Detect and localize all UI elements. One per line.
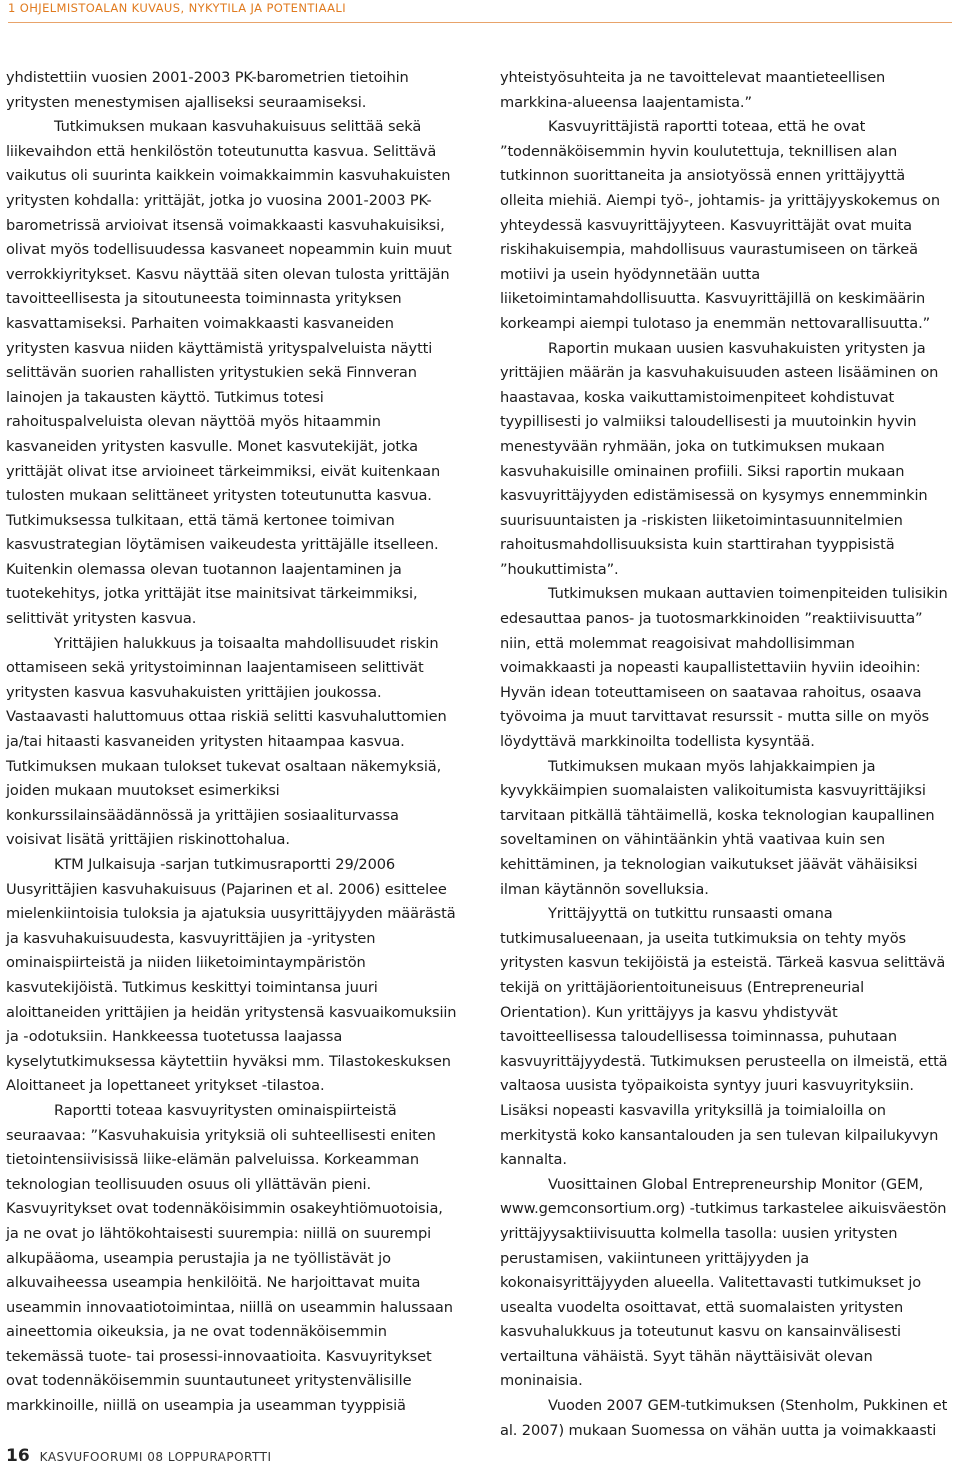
paragraph: Yrittäjyyttä on tutkittu runsaasti omana tutkimusalueenaan, ja useita tutkimuksia on tehty myös yritysten kasvun tekijöistä ja esteistä. Tärkeä kasvua selittävä tekijä on yrittäjäorientoituneisuus (Entrepreneurial Orientation). Kun yrittäjyys ja kasvu yhdistyvät tavoitteellisessa taloudellisessa toiminnassa, puhutaan kasvuyrittäjyydestä. Tutkimuksen perusteella on ilmeistä, että valtaosa uusista työpaikoista syntyy juuri kasvuyrityksiin. Lisäksi nopeasti kasvavilla yrityksillä ja toimialoilla on merkitystä koko kansantalouden ja sen tulevan kilpailukyvyn kannalta. bbox=[500, 905, 948, 1169]
section-title: 1 OHJELMISTOALAN KUVAUS, NYKYTILA JA POTENTIAALI bbox=[8, 1, 347, 15]
paragraph: Raportin mukaan uusien kasvuhakuisten yritysten ja yrittäjien määrän ja kasvuhakuisuuden asteen lisääminen on haastavaa, koska vaikuttamistoimenpiteet kohdistuvat tyypillisesti jo valmiiksi taloudellisesti ja muutoinkin hyvin menestyvään ryhmään, joka on tutkimuksen mukaan kasvuhakuisille ominainen profiili. Siksi raportin mukaan kasvuyrittäjyyden edistämisessä on kysymys ennemminkin suurisuuntaisten ja -riskisten liiketoimintasuunnitelmien rahoitusmahdollisuuksista kuin starttirahan tyyppisistä ”houkuttimista”. bbox=[500, 339, 939, 578]
paragraph: Tutkimuksen mukaan auttavien toimenpiteiden tulisikin edesauttaa panos- ja tuotosmarkkinoiden ”reaktiivisuutta” niin, että molemmat reagoisivat mahdollisimman voimakkaasti ja nopeasti kaupallistettaviin hyviin ideoihin: Hyvän idean toteuttamiseen on saatavaa rahoitus, osaava työvoima ja muut tarvittavat resurssit - mutta sille on myös löydyttävä markkinoilta todellista kysyntää. bbox=[500, 585, 948, 751]
paragraph: Tutkimuksen mukaan kasvuhakuisuus selittää sekä liikevaihdon että henkilöstön toteutunutta kasvua. Selittävä vaikutus oli suurinta kaikkein voimakkaimmin kasvuhakuisten yritysten kohdalla: yrittäjät, jotka jo vuosina 2001-2003 PK-barometrissä arvioivat itsensä voimakkaasti kasvuhakuisiksi, olivat myös todellisuudessa kasvaneet nopeammin kuin muut verrokkiyritykset. Kasvu näyttää siten olevan tulosta yrittäjän tavoitteellisesta ja sitoutuneesta toiminnasta yrityksen kasvattamiseksi. Parhaiten voimakkaasti kasvaneiden yritysten kasvua niiden käyttämistä yrityspalveluista näytti selittävän suorien rahallisten yritystukien sekä Finnveran lainojen ja takausten käyttö. Tutkimus totesi rahoituspalveluista olevan näyttöä myös hitaammin kasvaneiden yritysten kasvulle. Monet kasvutekijät, jotka yrittäjät olivat itse arvioineet tärkeimmiksi, eivät kuitenkaan tulosten mukaan selittäneet yritysten toteutunutta kasvua. Tutkimuksessa tulkitaan, että tämä kertonee toimivan kasvustrategian löytämisen vaikeudesta yrittäjälle itselleen. Kuitenkin olemassa olevan tuotannon laajentaminen ja tuotekehitys, jotka yrittäjät itse mainitsivat tärkeimmiksi, selittivät yritysten kasvua. bbox=[6, 118, 452, 628]
paragraph: yhteistyösuhteita ja ne tavoittelevat maantieteellisen markkina-alueensa laajentamista.” bbox=[500, 69, 886, 111]
paragraph: Vuoden 2007 GEM-tutkimuksen (Stenholm, Pukkinen et al. 2007) mukaan Suomessa on vähän uutta ja voimakkaasti bbox=[500, 1397, 948, 1439]
left-column bbox=[6, 66, 458, 1419]
paragraph: Raportti toteaa kasvuyritysten ominaispiirteistä seuraavaa: ”Kasvuhakuisia yrityksiä oli suhteellisesti eniten tietointensiivisissä liike-elämän palveluissa. Korkeamman teknologian teollisuuden osuus oli yllättävän pieni. Kasvuyritykset ovat todennäköisimmin osakeyhtiömuotoisia, ja ne ovat jo lähtökohtaisesti suurempia: niillä on suurempi alkupääoma, useampia perustajia ja ne työllistävät jo alkuvaiheessa useampia henkilöitä. Ne harjoittavat muita useammin innovaatiotoimintaa, niillä on useammin halussaan aineettomia oikeuksia, ja ne ovat todennäköisemmin tekemässä tuote- tai prosessi-innovaatioita. Kasvuyritykset ovat todennäköisemmin suuntautuneet yritystenvälisille markkinoille, niillä on useampia ja useamman tyyppisiä bbox=[6, 1101, 453, 1415]
paragraph: Vuosittainen Global Entrepreneurship Monitor (GEM, www.gemconsortium.org) -tutkimus tarkastelee aikuisväestön yrittäjyysaktiivisuutta kolmella tasolla: uusien yritysten perustamisen, vakiintuneen yrittäjyyden ja kokonaisyrittäjyyden alueella. Valitettavasti tutkimukset jo usealta vuodelta osoittavat, että suomalaisten yritysten kasvuhalukkuus ja toteutunut kasvu on kansainvälisesti vertailtuna vähäistä. Syyt tähän näyttäisivät olevan moninaisia. bbox=[500, 1175, 947, 1390]
right-column bbox=[500, 66, 952, 1443]
publication-title: KASVUFOORUMI 08 LOPPURAPORTTI bbox=[39, 1450, 272, 1464]
page-footer bbox=[6, 1446, 272, 1472]
page-number: 16 bbox=[6, 1446, 30, 1466]
running-header bbox=[8, 0, 952, 23]
paragraph: yhdistettiin vuosien 2001-2003 PK-barometrien tietoihin yritysten menestymisen ajalliseksi seuraamiseksi. bbox=[6, 69, 409, 111]
paragraph: Yrittäjien halukkuus ja toisaalta mahdollisuudet riskin ottamiseen sekä yritystoiminnan laajentamiseen selittivät yritysten kasvua kasvuhakuisten yrittäjien joukossa. Vastaavasti haluttomuus ottaa riskiä selitti kasvuhaluttomien ja/tai hitaasti kasvaneiden yritysten hitaampaa kasvua. Tutkimuksen mukaan tulokset tukevat osaltaan näkemyksiä, joiden mukaan muutokset esimerkiksi konkurssilainsäädännössä ja yrittäjien sosiaaliturvassa voisivat lisätä yrittäjien riskinottohalua. bbox=[6, 634, 447, 849]
paragraph: KTM Julkaisuja -sarjan tutkimusraportti 29/2006 Uusyrittäjien kasvuhakuisuus (Pajarinen et al. 2006) esittelee mielenkiintoisia tuloksia ja ajatuksia uusyrittäjyyden määrästä ja kasvuhakuisuudesta, kasvuyrittäjien ja -yritysten ominaispiirteistä ja niiden liiketoimintaympäristön kasvutekijöistä. Tutkimus keskittyi toimintansa juuri aloittaneiden yrittäjien ja heidän yritystensä kasvuaikomuksiin ja -odotuksiin. Hankkeessa tuotetussa laajassa kyselytutkimuksessa käytettiin hyväksi mm. Tilastokeskuksen Aloittaneet ja lopettaneet yritykset -tilastoa. bbox=[6, 856, 457, 1095]
paragraph: Kasvuyrittäjistä raportti toteaa, että he ovat ”todennäköisemmin hyvin koulutettuja, teknillisen alan tutkinnon suorittaneita ja ansiotyössä ennen yrittäjyyttä olleita miehiä. Aiempi työ-, johtamis- ja yrittäjyyskokemus on yhteydessä kasvuyrittäjyyteen. Kasvuyrittäjät ovat muita riskihakuisempia, mahdollisuus vaurastumiseen on tärkeä motiivi ja usein hyödynnetään uutta liiketoimintamahdollisuutta. Kasvuyrittäjillä on keskimäärin korkeampi aiempi tulotaso ja enemmän nettovarallisuutta.” bbox=[500, 118, 940, 332]
paragraph: Tutkimuksen mukaan myös lahjakkaimpien ja kyvykkäimpien suomalaisten valikoitumista kasvuyrittäjiksi tarvitaan pitkällä tähtäimellä, koska teknologian kaupallinen soveltaminen on vähintäänkin yhtä vaativaa kuin sen kehittäminen, ja teknologian vaikutukset jäävät vähäisiksi ilman käytännön sovelluksia. bbox=[500, 757, 935, 898]
